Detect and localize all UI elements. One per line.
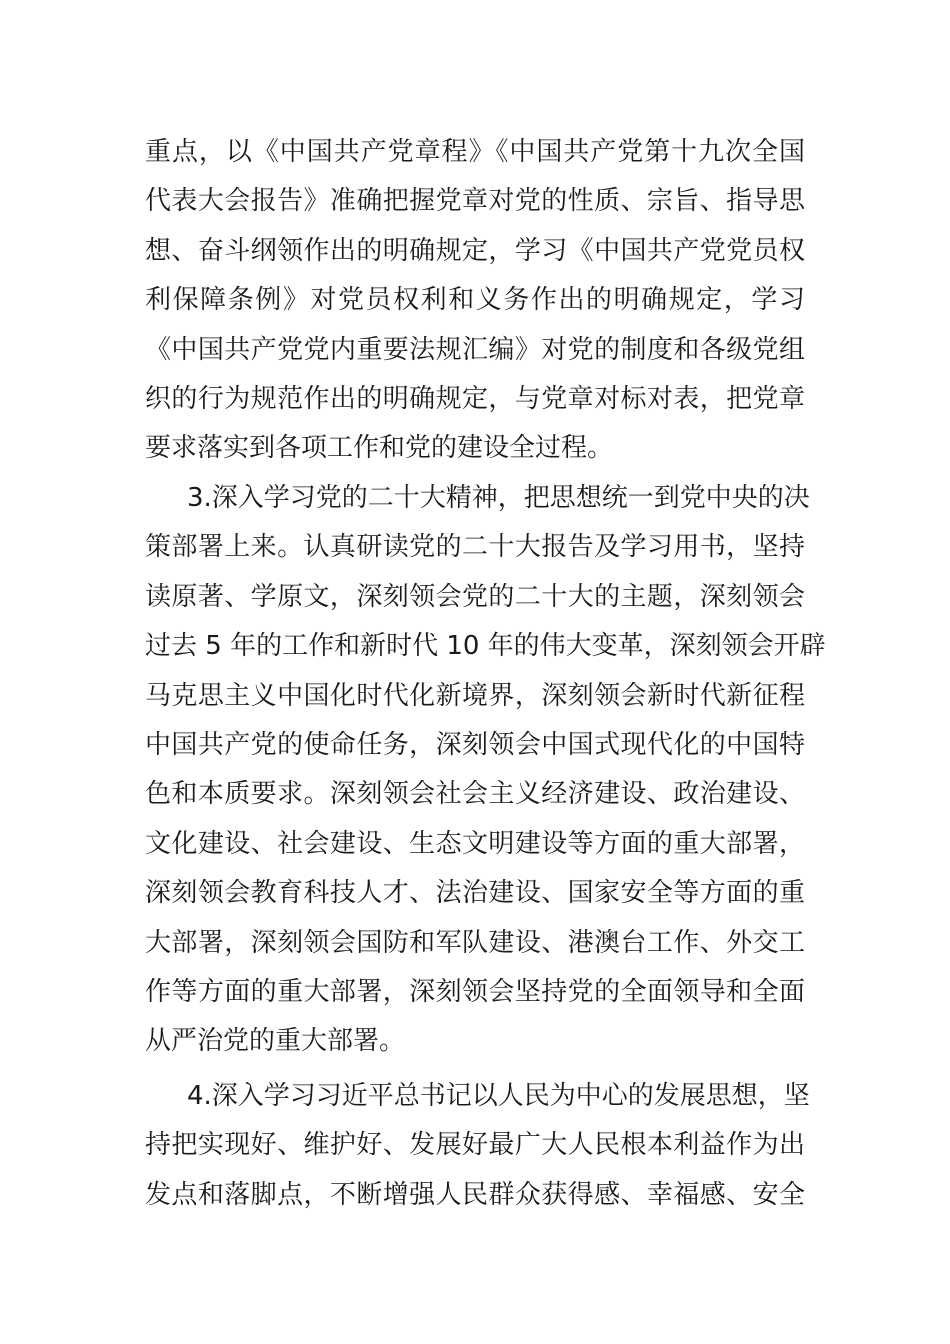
text-line: 作等方面的重大部署，深刻领会坚持党的全面领导和全面	[145, 976, 805, 1007]
text-line: 中国共产党的使命任务，深刻领会中国式现代化的中国特	[145, 729, 805, 760]
text-line: 过去 5 年的工作和新时代 10 年的伟大变革，深刻领会开辟	[145, 631, 826, 662]
paragraph-1	[145, 128, 805, 474]
text-line: 深刻领会教育科技人才、法治建设、国家安全等方面的重	[145, 878, 805, 909]
text-line: 3.深入学习党的二十大精神，把思想统一到党中央的决	[187, 483, 810, 513]
text-line: 读原著、学原文，深刻领会党的二十大的主题，深刻领会	[145, 581, 805, 612]
text-line: 发点和落脚点，不断增强人民群众获得感、幸福感、安全	[145, 1179, 805, 1210]
text-line: 持把实现好、维护好、发展好最广大人民根本利益作为出	[145, 1130, 805, 1161]
paragraph-3	[145, 1072, 810, 1220]
text-line: 色和本质要求。深刻领会社会主义经济建设、政治建设、	[145, 779, 805, 810]
text-line: 织的行为规范作出的明确规定，与党章对标对表，把党章	[145, 383, 805, 414]
text-line: 4.深入学习习近平总书记以人民为中心的发展思想，坚	[187, 1081, 810, 1111]
paragraph-2	[145, 474, 826, 1067]
text-line: 马克思主义中国化时代化新境界，深刻领会新时代新征程	[145, 680, 805, 711]
text-line: 文化建设、社会建设、生态文明建设等方面的重大部署，	[145, 828, 805, 859]
text-line: 想、奋斗纲领作出的明确规定，学习《中国共产党党员权	[145, 235, 805, 266]
text-line: 《中国共产党党内重要法规汇编》对党的制度和各级党组	[145, 334, 805, 365]
text-line: 大部署，深刻领会国防和军队建设、港澳台工作、外交工	[145, 927, 805, 958]
text-line: 要求落实到各项工作和党的建设全过程。	[145, 433, 614, 464]
text-line: 策部署上来。认真研读党的二十大报告及学习用书，坚持	[145, 532, 805, 563]
text-line: 从严治党的重大部署。	[145, 1026, 406, 1057]
text-line: 代表大会报告》准确把握党章对党的性质、宗旨、指导思	[145, 186, 805, 217]
text-line: 利保障条例》对党员权利和义务作出的明确规定，学习	[145, 285, 805, 316]
text-line: 重点，以《中国共产党章程》《中国共产党第十九次全国	[145, 137, 805, 167]
